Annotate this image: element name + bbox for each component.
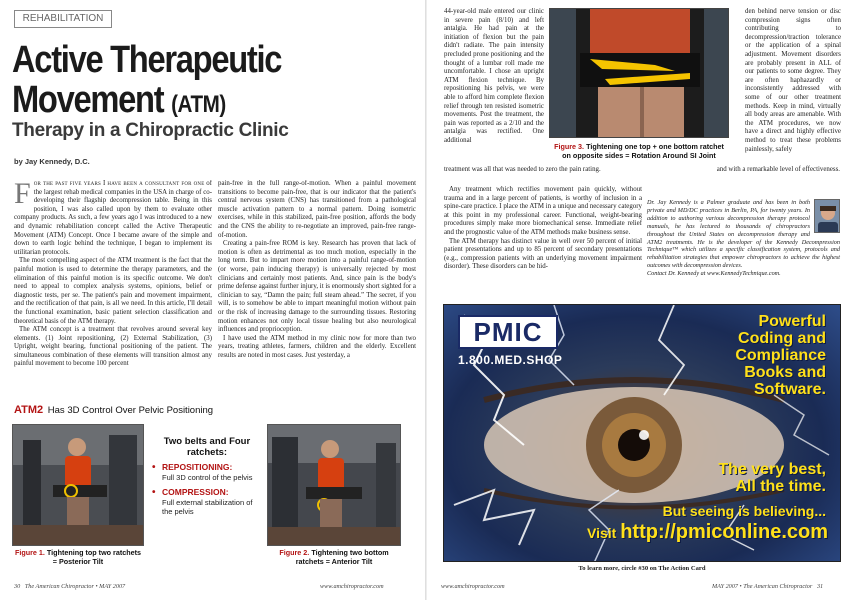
bio-text [647, 199, 840, 278]
drop-cap: F [14, 180, 31, 210]
figure-2-photo [267, 424, 401, 546]
atm2-abbr: ATM2 [14, 404, 44, 416]
publication: MAY 2007 • The American Chiropractor [712, 583, 813, 590]
belt-item-repositioning [150, 463, 264, 482]
folio-url[interactable]: www.amchiropractor.com [441, 583, 505, 590]
paragraph: Any treatment which rectifies movement pain quickly, without trauma and in a large percent of patients, is worthy of inclusion in a spine-care practice. I place the ATM in a unique and necessary category at this point in my professional career. Functional, weight-bearing procedures simply make more biomechanical sense. Immediate relief and the prognostic value of the ATM methods make business sense. [444, 186, 642, 236]
ad-tagline-believing: But seeing is believing... [662, 503, 826, 519]
figure-text: Tightening two bottom ratchets = Anterior Tilt [295, 548, 389, 566]
column-1 [14, 180, 212, 395]
figure-label: Figure 3. [554, 142, 585, 151]
right-column-1 [444, 8, 544, 163]
belt-item-desc: Full 3D control of the pelvis [162, 472, 253, 482]
figure-strip [12, 418, 416, 566]
figure-text: Tightening top two ratchets = Posterior Tilt [46, 548, 142, 566]
folio-left [14, 583, 125, 590]
figure-2-caption [267, 548, 401, 566]
belts-info-box [150, 436, 264, 552]
atm2-heading-text: Has 3D Control Over Pelvic Positioning [47, 405, 214, 416]
paragraph: 44-year-old male entered our clinic in severe pain (8/10) and left antalgia. He had pain at the initiation of flexion but the pain didn't radiate. The pain intensity precluded prone positioning and the thought of a lumbar roll made me uncomfortable. I chose an upright ATM flexion technique. By repositioning his pelvis, we were able to afford him complete flexion relief through ten resisted isometric movements. Post the treatment, the pain was reported as a 2/10 and the antalgia was rectified. One additional [444, 8, 544, 144]
spanning-line [444, 166, 840, 175]
ad-tagline-line: All the time. [735, 478, 826, 495]
folio-url[interactable]: www.amchiropractor.com [320, 583, 384, 590]
column-2 [218, 180, 416, 395]
section-kicker: REHABILITATION [14, 10, 112, 28]
title-movement: Movement [12, 79, 164, 121]
ad-caption: To learn more, circle #30 on The Action Card [578, 565, 706, 572]
paragraph: den behind nerve tension or disc compression signs often contributing to decompression/traction tolerance or the application of a spinal adjustment. Movement disorders are probably present in ALL of our patients to some degree. They are often haphazardly or inconsistently addressed with some of our other treatment methods. Keep in mind, virtually all body areas are amenable. With the ATM procedures, we now have a direct and highly effective method to treat these problems painlessly, safely [745, 8, 841, 153]
paragraph: The most compelling aspect of the ATM treatment is the fact that the painful motion is used to determine the therapy parameters, and the elimination of this painful motion is its specific outcome. We don't need to appeal to complex analysis systems, opinions, belief or diagnostic tests, per se. The patient's pain and movement impairment, and the rectification of that pain, is all we need. In this article, I'll detail the functional examination, basic patient selection classification and theoretical basis of the ATM therapy. [14, 257, 212, 325]
figure-label: Figure 2. [279, 548, 310, 557]
paragraph [14, 180, 212, 257]
paragraph-rest: of the largest rehab medical companies in the USA in charge of co-developing their flagship decompression table. Being in this position, I was also called upon by them to evaluate other company products. As such, a few years ago I was introduced to a new and dynamic rehabilitation concept called the Active Therapeutic Movement (ATM) Concept. Once I became aware of the simple and down to earth logic behind the technique, I began to implement its utilitarian protocols. [14, 180, 212, 256]
title-abbr: (ATM) [171, 91, 226, 118]
ad-url-link[interactable]: http://pmiconline.com [620, 521, 828, 543]
ad-tagline [656, 461, 826, 495]
page-number: 30 [14, 583, 21, 590]
pmic-logo: PMIC [458, 315, 558, 349]
article-title [12, 40, 356, 125]
pmic-phone[interactable]: 1.800.MED.SHOP [458, 353, 563, 367]
figure-1-caption [12, 548, 144, 566]
span-line-right: and with a remarkable level of effectiveness. [716, 166, 840, 173]
patient-photo-illustration [268, 425, 401, 546]
paragraph: pain-free in the full range-of-motion. When a painful movement transitions to become pain-free, that is our indicator that the patient's central nervous system (CNS) has transitioned from a pathological muscle activation pattern to a normal pattern. Doing isometric exercises, while in this stabilized, pain-free position, affords the body and the CNS the ability to re-negotiate an improved, pain-free range-of-motion. [218, 180, 416, 239]
article-subtitle: Therapy in a Chiropractic Clinic [12, 120, 289, 141]
bullet-icon: • [152, 487, 156, 498]
bio-paragraph: Dr. Jay Kennedy is a Palmer graduate and has been in both private and MD/DC practices in Berlin, PA, for twenty years. In addition to authoring various decompression therapy protocol manuals, he has lectured to thousands of chiropractors throughout the United States on decompression therapy and ATM2 treatments. He is the developer of the Kennedy Decompression Technique™ which utilizes a specific classification system, protocols and rehabilitation strategies that empower chiropractors to achieve the highest outcomes with decompression devices. [647, 199, 840, 270]
figure-1-photo [12, 424, 144, 546]
ad-headline [696, 313, 826, 398]
author-bio [647, 199, 840, 298]
belt-item-compression [150, 488, 264, 517]
span-line-left: treatment was all that was needed to zero the pain rating. [444, 166, 601, 173]
belt-item-desc: Full external stabilization of the pelvis [162, 497, 253, 516]
right-spanning-lines [444, 166, 840, 175]
title-line-2 [12, 80, 356, 125]
paragraph: I have used the ATM method in my clinic now for more than two years, treating athletes, farmers, children and the elderly. Excellent results are noted in most cases. Just yesterday, a [218, 334, 416, 359]
bio-contact: Contact Dr. Kennedy at www.KennedyTechnique.com. [647, 270, 781, 278]
smallcaps-lead: or the past five years I have been a consultant for one [33, 180, 205, 187]
paragraph: Creating a pain-free ROM is key. Research has proven that lack of motion is often as detrimental as too much motion, especially in the long term. But to impart more motion into a painful range-of-motion (or worse, pain inducing therapy) is universally rejected by most clinicians and certainly most patients. And, since pain is the body's prime defense against further injury, it is enormously short sighted for a clinician to say, “Damn the pain; full steam ahead.” The secret, if you will, is to somehow be able to impart meaningful motion without pain or the risk of increasing damage to the surrounding tissues. Restoring motion enhances not only local tissue healing but also neurological influences and proprioception. [218, 240, 416, 334]
paragraph: The ATM therapy has distinct value in well over 50 percent of initial patient presentations and up to 85 percent of secondary presentations (e.g., compression patients with an underlying movement impairment disorder). These disorders can be hid- [444, 237, 642, 271]
ad-tagline-line: The very best, [718, 461, 826, 478]
title-line-1: Active Therapeutic [12, 39, 282, 81]
right-column-2 [745, 8, 841, 186]
figure-3-photo [549, 8, 729, 138]
paragraph: The ATM concept is a treatment that revolves around several key elements. (1) Joint repositioning, (2) External Stabilization, (3) Upright, weight bearing, functional positioning of the patient. The simultaneous combination of these elements will transition almost any painful movement to become 100 percent [14, 326, 212, 368]
figure-text: Tightening one top + one bottom ratchet on opposite sides = Rotation Around SI Joint [562, 142, 724, 160]
pmic-advertisement[interactable] [443, 304, 841, 562]
page-number: 31 [816, 583, 824, 590]
patient-photo-illustration [13, 425, 144, 546]
ad-headline-line: Books and [744, 364, 826, 381]
folio-right [712, 583, 823, 590]
publication: The American Chiropractor • MAY 2007 [24, 583, 126, 590]
belt-item-label: COMPRESSION: [162, 487, 229, 497]
visit-word: Visit [587, 525, 617, 541]
belt-item-label: REPOSITIONING: [162, 462, 233, 472]
ad-headline-line: Coding and [738, 330, 826, 347]
figure-label: Figure 1. [14, 548, 45, 557]
author-avatar [814, 199, 840, 233]
ad-headline-line: Software. [753, 381, 826, 398]
byline: by Jay Kennedy, D.C. [14, 157, 90, 166]
figure-3 [549, 8, 729, 163]
pelvis-belt-photo-illustration [550, 9, 729, 138]
ad-visit-line[interactable] [448, 521, 828, 544]
bullet-icon: • [152, 462, 156, 473]
belts-box-title: Two belts and Four ratchets: [163, 436, 251, 458]
ad-headline-line: Powerful [758, 313, 826, 330]
right-column-3 [444, 186, 642, 298]
figure-3-caption [549, 142, 729, 160]
author-portrait-icon [815, 200, 840, 233]
ad-headline-line: Compliance [735, 347, 826, 364]
figure-strip-heading [14, 404, 414, 416]
right-page [427, 0, 854, 600]
